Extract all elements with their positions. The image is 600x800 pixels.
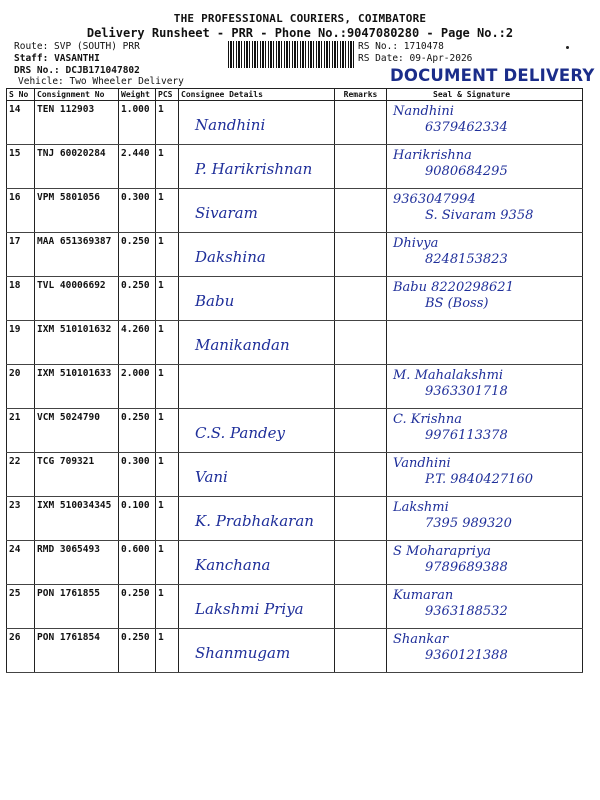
handwritten-phone-number: 9789689388	[425, 560, 508, 575]
consignment-no-cell: TCG 709321	[35, 453, 119, 497]
remarks-cell	[335, 321, 387, 365]
pcs-cell: 1	[156, 277, 179, 321]
consignment-no-cell: IXM 510034345	[35, 497, 119, 541]
remarks-cell	[335, 497, 387, 541]
weight-cell: 0.100	[119, 497, 156, 541]
weight-cell: 0.300	[119, 453, 156, 497]
pcs-cell: 1	[156, 365, 179, 409]
pcs-cell: 1	[156, 233, 179, 277]
signature-cell	[387, 365, 583, 409]
signature-cell	[387, 145, 583, 189]
remarks-cell	[335, 365, 387, 409]
weight-cell: 0.250	[119, 233, 156, 277]
signature-cell	[387, 321, 583, 365]
consignee-cell	[179, 453, 335, 497]
table-row	[7, 453, 583, 497]
remarks-cell	[335, 189, 387, 233]
remarks-cell	[335, 101, 387, 145]
handwritten-signature: Shankar	[393, 632, 449, 647]
barcode-image	[228, 41, 354, 68]
table-row	[7, 497, 583, 541]
table-row	[7, 585, 583, 629]
handwritten-consignee-name: Kanchana	[195, 556, 271, 574]
weight-cell: 2.000	[119, 365, 156, 409]
pcs-cell: 1	[156, 145, 179, 189]
sno-cell: 25	[7, 585, 35, 629]
handwritten-consignee-name: Nandhini	[195, 116, 266, 134]
consignee-cell	[179, 277, 335, 321]
handwritten-consignee-name: Shanmugam	[195, 644, 291, 662]
handwritten-phone-number: 7395 989320	[425, 516, 512, 531]
table-row	[7, 277, 583, 321]
signature-cell	[387, 541, 583, 585]
table-row	[7, 145, 583, 189]
sno-cell: 26	[7, 629, 35, 673]
remarks-cell	[335, 233, 387, 277]
table-row	[7, 233, 583, 277]
remarks-cell	[335, 453, 387, 497]
handwritten-consignee-name: K. Prabhakaran	[195, 512, 314, 530]
signature-cell	[387, 585, 583, 629]
handwritten-consignee-name: Dakshina	[195, 248, 266, 266]
pcs-cell: 1	[156, 189, 179, 233]
consignee-cell	[179, 585, 335, 629]
sno-cell: 21	[7, 409, 35, 453]
consignment-no-cell: VPM 5801056	[35, 189, 119, 233]
table-row	[7, 365, 583, 409]
runsheet-title: Delivery Runsheet - PRR - Phone No.:9047080280 - Page No.:2	[86, 26, 514, 40]
handwritten-phone-number: BS (Boss)	[425, 296, 489, 311]
signature-cell	[387, 409, 583, 453]
consignee-cell	[179, 365, 335, 409]
sno-cell: 16	[7, 189, 35, 233]
col-signature-header: Seal & Signature	[387, 89, 583, 101]
table-row	[7, 629, 583, 673]
handwritten-consignee-name: C.S. Pandey	[195, 424, 285, 442]
handwritten-phone-number: 6379462334	[425, 120, 508, 135]
handwritten-signature: Babu 8220298621	[393, 280, 514, 295]
consignment-no-cell: VCM 5024790	[35, 409, 119, 453]
handwritten-phone-number: S. Sivaram 9358	[425, 208, 534, 223]
sno-cell: 22	[7, 453, 35, 497]
weight-cell: 0.250	[119, 277, 156, 321]
consignee-cell	[179, 233, 335, 277]
handwritten-consignee-name: Vani	[195, 468, 228, 486]
col-sno-header: S No	[7, 89, 35, 101]
consignment-no-cell: MAA 651369387	[35, 233, 119, 277]
pcs-cell: 1	[156, 497, 179, 541]
handwritten-consignee-name: Sivaram	[195, 204, 258, 222]
consignee-cell	[179, 409, 335, 453]
col-weight-header: Weight	[119, 89, 156, 101]
sno-cell: 19	[7, 321, 35, 365]
pcs-cell: 1	[156, 409, 179, 453]
consignment-no-cell: TNJ 60020284	[35, 145, 119, 189]
consignment-no-cell: RMD 3065493	[35, 541, 119, 585]
rs-number: RS No.: 1710478	[358, 41, 444, 52]
signature-cell	[387, 189, 583, 233]
table-row	[7, 409, 583, 453]
handwritten-signature: 9363047994	[393, 192, 476, 207]
signature-cell	[387, 629, 583, 673]
sno-cell: 17	[7, 233, 35, 277]
pcs-cell: 1	[156, 541, 179, 585]
pcs-cell: 1	[156, 321, 179, 365]
remarks-cell	[335, 629, 387, 673]
rs-date: RS Date: 09-Apr-2026	[358, 53, 473, 64]
handwritten-signature: Lakshmi	[393, 500, 449, 515]
handwritten-consignee-name: Manikandan	[195, 336, 290, 354]
weight-cell: 0.250	[119, 409, 156, 453]
sno-cell: 18	[7, 277, 35, 321]
consignment-no-cell: TEN 112903	[35, 101, 119, 145]
remarks-cell	[335, 145, 387, 189]
sno-cell: 23	[7, 497, 35, 541]
staff-label: Staff:	[14, 53, 49, 64]
table-row	[7, 189, 583, 233]
remarks-cell	[335, 409, 387, 453]
table-row	[7, 101, 583, 145]
sno-cell: 20	[7, 365, 35, 409]
handwritten-phone-number: 8248153823	[425, 252, 508, 267]
col-remarks-header: Remarks	[335, 89, 387, 101]
consignment-no-cell: IXM 510101632	[35, 321, 119, 365]
handwritten-signature: M. Mahalakshmi	[393, 368, 504, 383]
remarks-cell	[335, 585, 387, 629]
staff-value: VASANTHI	[54, 53, 100, 64]
table-row	[7, 541, 583, 585]
col-consignee-header: Consignee Details	[179, 89, 335, 101]
handwritten-signature: Nandhini	[393, 104, 454, 119]
runsheet-table	[6, 88, 583, 673]
handwritten-signature: Harikrishna	[393, 148, 472, 163]
handwritten-consignee-name: Babu	[195, 292, 235, 310]
weight-cell: 0.250	[119, 585, 156, 629]
weight-cell: 0.250	[119, 629, 156, 673]
consignment-no-cell: IXM 510101633	[35, 365, 119, 409]
consignee-cell	[179, 629, 335, 673]
consignee-cell	[179, 101, 335, 145]
weight-cell: 0.300	[119, 189, 156, 233]
handwritten-signature: Dhivya	[393, 236, 439, 251]
handwritten-signature: S Moharapriya	[393, 544, 492, 559]
pcs-cell: 1	[156, 101, 179, 145]
route-label: Route: SVP (SOUTH) PRR	[14, 41, 140, 52]
sno-cell: 14	[7, 101, 35, 145]
remarks-cell	[335, 541, 387, 585]
signature-cell	[387, 453, 583, 497]
remarks-cell	[335, 277, 387, 321]
weight-cell: 4.260	[119, 321, 156, 365]
table-header-row	[7, 89, 583, 101]
weight-cell: 2.440	[119, 145, 156, 189]
consignee-cell	[179, 497, 335, 541]
consignee-cell	[179, 189, 335, 233]
pcs-cell: 1	[156, 629, 179, 673]
staff-line	[14, 53, 100, 64]
consignment-no-cell: PON 1761855	[35, 585, 119, 629]
consignment-no-cell: PON 1761854	[35, 629, 119, 673]
handwritten-phone-number: P.T. 9840427160	[425, 472, 533, 487]
drs-line	[14, 65, 140, 76]
drs-value: DCJB171047802	[65, 65, 140, 76]
vehicle-label: Vehicle: Two Wheeler Delivery	[18, 76, 184, 87]
handwritten-signature: C. Krishna	[393, 412, 462, 427]
col-pcs-header: PCS	[156, 89, 179, 101]
handwritten-phone-number: 9363188532	[425, 604, 508, 619]
signature-cell	[387, 233, 583, 277]
handwritten-phone-number: 9976113378	[425, 428, 508, 443]
col-consignment-header: Consignment No	[35, 89, 119, 101]
table-body	[7, 101, 583, 673]
company-title: THE PROFESSIONAL COURIERS, COIMBATORE	[173, 12, 427, 25]
signature-cell	[387, 101, 583, 145]
pcs-cell: 1	[156, 453, 179, 497]
consignee-cell	[179, 541, 335, 585]
handwritten-consignee-name: P. Harikrishnan	[195, 160, 313, 178]
weight-cell: 1.000	[119, 101, 156, 145]
margin-mark	[566, 46, 569, 49]
handwritten-phone-number: 9080684295	[425, 164, 508, 179]
drs-label: DRS No.:	[14, 65, 60, 76]
signature-cell	[387, 497, 583, 541]
handwritten-phone-number: 9363301718	[425, 384, 508, 399]
handwritten-consignee-name: Lakshmi Priya	[195, 600, 304, 618]
handwritten-signature: Kumaran	[393, 588, 454, 603]
weight-cell: 0.600	[119, 541, 156, 585]
sno-cell: 24	[7, 541, 35, 585]
consignee-cell	[179, 145, 335, 189]
handwritten-signature: Vandhini	[393, 456, 451, 471]
pcs-cell: 1	[156, 585, 179, 629]
handwritten-phone-number: 9360121388	[425, 648, 508, 663]
table-row	[7, 321, 583, 365]
document-delivery-stamp: DOCUMENT DELIVERY	[390, 66, 595, 85]
sno-cell: 15	[7, 145, 35, 189]
consignment-no-cell: TVL 40006692	[35, 277, 119, 321]
signature-cell	[387, 277, 583, 321]
consignee-cell	[179, 321, 335, 365]
